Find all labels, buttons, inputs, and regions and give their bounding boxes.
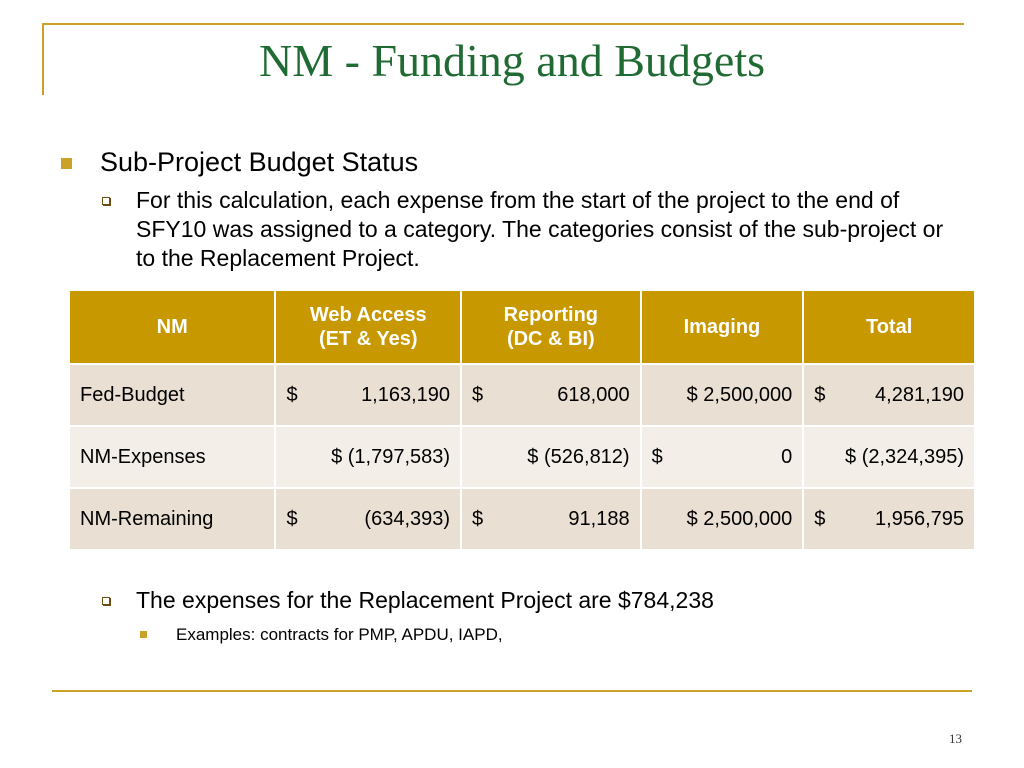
row-label: NM-Expenses xyxy=(69,426,275,488)
cell-value: 1,956,795 xyxy=(875,507,964,530)
currency-sign: $ xyxy=(651,445,663,468)
currency-sign: $ xyxy=(286,507,298,530)
bullet-level2-text: The expenses for the Replacement Project are $784,238 xyxy=(136,587,714,613)
bullet-level2-calculation xyxy=(102,186,962,273)
cell-value: 4,281,190 xyxy=(875,383,964,406)
table-row xyxy=(69,426,975,488)
page-number: 13 xyxy=(949,731,962,746)
cell-value: $ 2,500,000 xyxy=(686,507,793,530)
table-cell xyxy=(461,488,641,550)
table-cell xyxy=(275,488,461,550)
table-cell xyxy=(641,488,804,550)
hollow-square-bullet-icon xyxy=(102,197,110,205)
bullet-level3-examples xyxy=(140,625,503,645)
cell-value: $ (1,797,583) xyxy=(331,445,451,468)
header-web-access-text: Web Access (ET & Yes) xyxy=(309,304,427,350)
row-label: Fed-Budget xyxy=(69,364,275,426)
table-cell xyxy=(461,364,641,426)
table-cell xyxy=(275,364,461,426)
cell-value: 618,000 xyxy=(557,383,630,406)
header-nm xyxy=(69,290,275,364)
table-cell xyxy=(641,364,804,426)
table-cell xyxy=(803,488,975,550)
slide-title: NM - Funding and Budgets xyxy=(259,35,765,86)
square-bullet-icon xyxy=(140,631,147,638)
cell-value: $ (2,324,395) xyxy=(845,445,964,468)
currency-sign: $ xyxy=(286,383,298,406)
cell-value: 0 xyxy=(781,445,793,468)
bullet-level3-text: Examples: contracts for PMP, APDU, IAPD, xyxy=(176,625,503,644)
cell-value: (634,393) xyxy=(364,507,451,530)
cell-value: 1,163,190 xyxy=(361,383,451,406)
header-reporting-text: Reporting (DC & BI) xyxy=(503,304,599,350)
header-total xyxy=(803,290,975,364)
table-header-row xyxy=(69,290,975,364)
cell-value: 91,188 xyxy=(568,507,630,530)
table-cell xyxy=(641,426,804,488)
table-row xyxy=(69,364,975,426)
table-row xyxy=(69,488,975,550)
header-imaging-text: Imaging xyxy=(683,316,761,338)
header-web-access xyxy=(275,290,461,364)
table-cell xyxy=(275,426,461,488)
frame-top-rule xyxy=(42,23,964,25)
cell-value: $ (526,812) xyxy=(527,445,630,468)
square-bullet-icon xyxy=(61,158,72,169)
budget-table xyxy=(68,289,976,551)
currency-sign: $ xyxy=(814,383,826,406)
currency-sign: $ xyxy=(814,507,826,530)
table-cell xyxy=(461,426,641,488)
header-imaging xyxy=(641,290,804,364)
row-label: NM-Remaining xyxy=(69,488,275,550)
header-nm-text: NM xyxy=(156,316,188,338)
bullet-level2-text: For this calculation, each expense from the start of the project to the end of SFY10 was assigned to a category. The categories consist of the sub-project or to the Replacement Project. xyxy=(136,187,944,271)
hollow-square-bullet-icon xyxy=(102,597,110,605)
footer-rule xyxy=(52,690,972,692)
header-total-text: Total xyxy=(865,316,913,338)
currency-sign: $ xyxy=(472,507,484,530)
currency-sign: $ xyxy=(472,383,484,406)
cell-value: $ 2,500,000 xyxy=(686,383,793,406)
bullet-level2-replacement xyxy=(102,586,962,615)
bullet-level1 xyxy=(66,146,418,178)
bullet-level1-text: Sub-Project Budget Status xyxy=(100,147,419,177)
table-cell xyxy=(803,364,975,426)
header-reporting xyxy=(461,290,641,364)
table-cell xyxy=(803,426,975,488)
